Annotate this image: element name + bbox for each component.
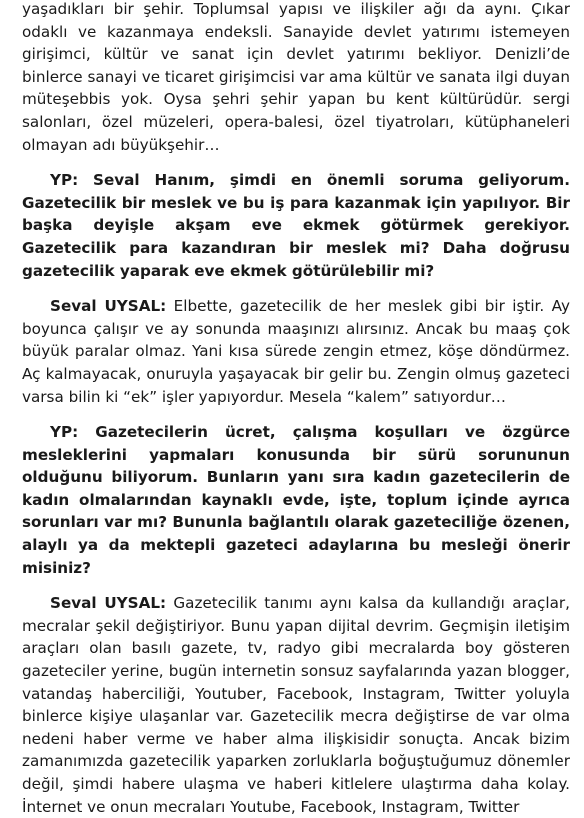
answer-paragraph-continued: yaşadıkları bir şehir. Toplumsal yapısı ve ilişkiler ağı da aynı. Çıkar odaklı ve kazanmaya endeksli. Sanayide devlet yatırımı istemeyen girişimci, kültür ve sanat için devlet yatırımı bekliyor. Denizli’de binlerce sanayi ve ticaret girişimcisi var ama kültür ve sanata ilgi duyan müteşebbis yok. Oysa şehri şehir yapan bu kent kültürüdür. sergi salonları, özel müzeleri, opera-balesi, özel tiyatroları, kütüphaneleri olmayan adı büyükşehir… — [22, 0, 570, 154]
speaker-label: Seval UYSAL: — [50, 297, 167, 316]
answer-paragraph — [22, 592, 570, 818]
question-paragraph: YP: Gazetecilerin ücret, çalışma koşulları ve özgürce mesleklerini yapmaları konusunda bir sürü sorununun olduğunu biliyorum. Bunların yanı sıra kadın gazetecilerin de kadın olmalarından kaynaklı evde, işte, toplum içinde ayrıca sorunları var mı? Bununla bağlantılı olarak gazeteciliğe özenen, alaylı ya da mektepli gazeteci adaylarına bu mesleği önerir misiniz? — [22, 423, 570, 577]
answer-text: Gazetecilik tanımı aynı kalsa da kullandığı araçlar, mecralar şekil değiştiriyor. Bunu yapan dijital devrim. Geçmişin iletişim araçları olan basılı gazete, tv, radyo gibi mecralarda boy gösteren gazeteciler yerine, bugün internetin sonsuz sayfalarında yazan blogger, vatandaş haberciliği, Youtuber, Facebook, Instagram, Twitter yoluyla binlerce kişiye ulaşanlar var. Gazetecilik mecra değiştirse de var olma nedeni haber verme ve haber alma ilişkisidir sonuçta. Ancak bizim zamanımızda gazetecilik yaparken zorluklarla boğuştuğumuz dönemler değil, şimdi habere ulaşma ve haberi kitlelere ulaştırma daha kolay. İnternet ve onun mecraları Youtube, Facebook, Instagram, Twitter — [22, 594, 570, 816]
answer-text: Elbette, gazetecilik de her meslek gibi bir iştir. Ay boyunca çalışır ve ay sonunda maaşınızı alırsınız. Ancak bu maaş çok büyük paralar olmaz. Yani kısa sürede zengin etmez, köşe döndürmez. Aç kalmayacak, onuruyla yaşayacak bir gelir bu. Zengin olmuş gazeteci varsa bilin ki “ek” işler yapıyordur. Mesela “kalem” satıyordur… — [22, 297, 570, 406]
paragraph-spacer — [22, 408, 570, 421]
answer-paragraph — [22, 295, 570, 408]
question-paragraph: YP: Seval Hanım, şimdi en önemli soruma geliyorum. Gazetecilik bir meslek ve bu iş para kazanmak için yapılıyor. Bir başka deyişle akşam eve ekmek götürmek gerekiyor. Gazetecilik para kazandıran bir meslek mi? Daha doğrusu gazetecilik yaparak eve ekmek götürülebilir mi? — [22, 171, 570, 280]
speaker-label: Seval UYSAL: — [50, 594, 167, 613]
paragraph-spacer — [22, 579, 570, 592]
paragraph-spacer — [22, 282, 570, 295]
paragraph-spacer — [22, 156, 570, 169]
